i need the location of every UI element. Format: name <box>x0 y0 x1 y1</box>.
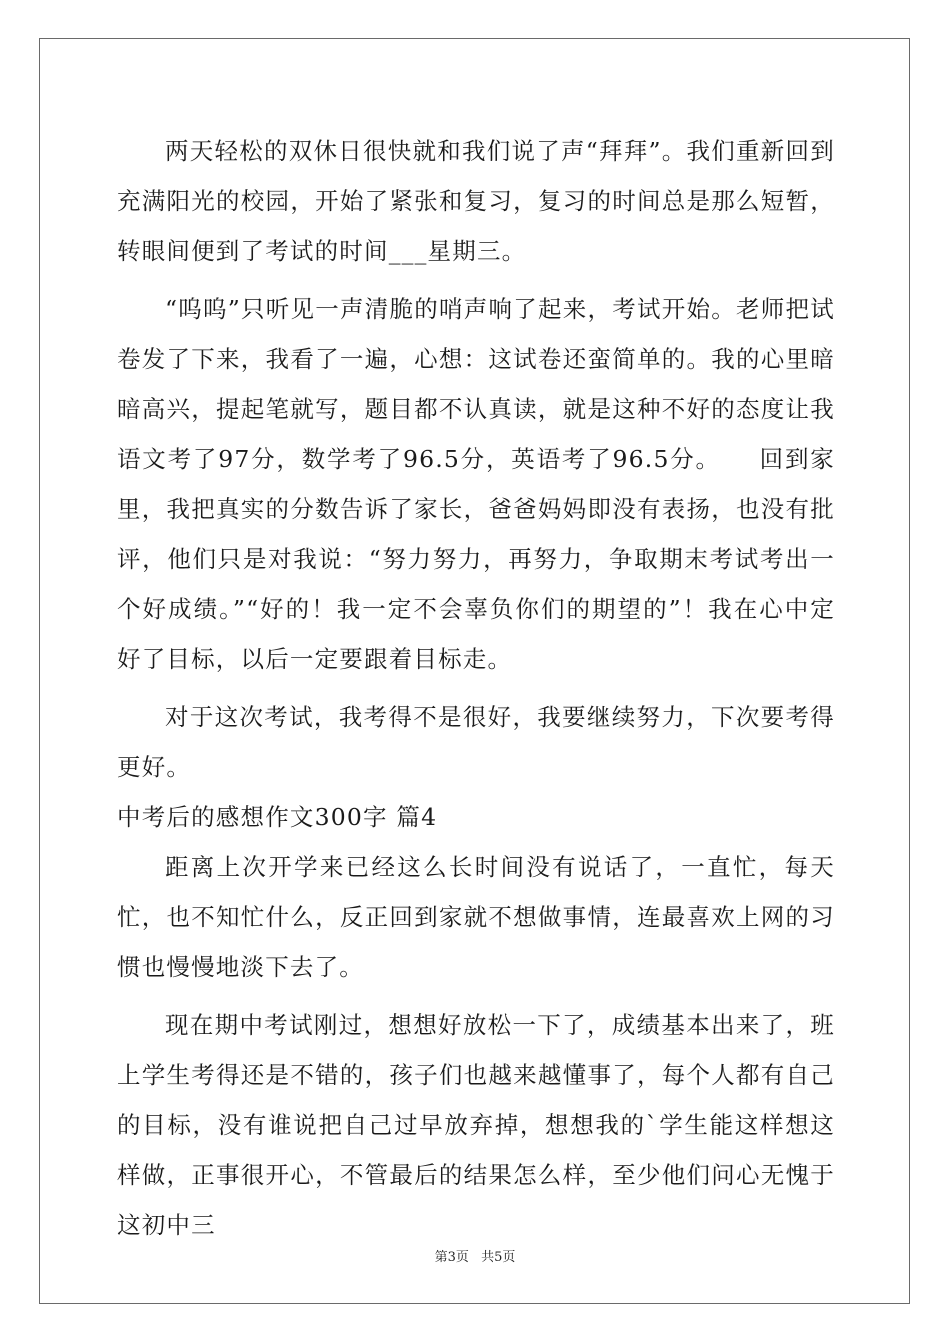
paragraph-4: 距离上次开学来已经这么长时间没有说话了，一直忙，每天忙，也不知忙什么，反正回到家就不想做事情，连最喜欢上网的习惯也慢慢地淡下去了。 <box>117 853 835 981</box>
page-total: 共5页 <box>481 1250 516 1265</box>
page-number: 第3页 <box>434 1250 469 1265</box>
section-heading: 中考后的感想作文300字 篇4 <box>117 803 438 831</box>
paragraph-3: 对于这次考试，我考得不是很好，我要继续努力，下次要考得更好。 <box>117 703 835 781</box>
paragraph-5: 现在期中考试刚过，想想好放松一下了，成绩基本出来了，班上学生考得还是不错的，孩子们也越来越懂事了，每个人都有自己的目标，没有谁说把自己过早放弃掉，想想我的`学生能这样想这样做，正事很开心，不管最后的结果怎么样，至少他们问心无愧于这初中三 <box>117 1011 835 1239</box>
paragraph-2: “呜呜”只听见一声清脆的哨声响了起来，考试开始。老师把试卷发了下来，我看了一遍，心想：这试卷还蛮简单的。我的心里暗暗高兴，提起笔就写，题目都不认真读，就是这种不好的态度让我语文考了97分，数学考了96.5分，英语考了96.5分。 回到家里，我把真实的分数告诉了家长，爸爸妈妈即没有表扬，也没有批评，他们只是对我说：“努力努力，再努力，争取期末考试考出一个好成绩。”“好的！我一定不会辜负你们的期望的”！我在心中定好了目标，以后一定要跟着目标走。 <box>117 295 835 673</box>
document-body <box>117 126 835 1250</box>
paragraph-1: 两天轻松的双休日很快就和我们说了声“拜拜”。我们重新回到充满阳光的校园，开始了紧张和复习，复习的时间总是那么短暂，转眼间便到了考试的时间___星期三。 <box>117 137 835 265</box>
page-footer <box>0 1246 950 1265</box>
